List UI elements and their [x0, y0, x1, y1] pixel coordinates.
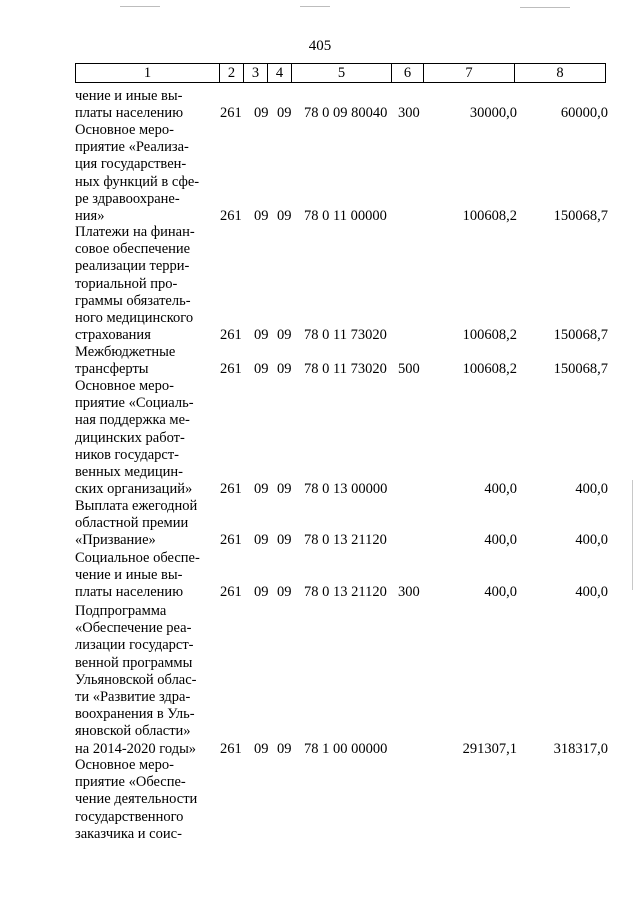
column-header: 2 — [220, 64, 244, 83]
row-description-line: Основное меро- — [75, 122, 174, 138]
row-cell-c7: 100608,2 — [462, 327, 517, 344]
row-cell-c2: 261 — [220, 481, 242, 498]
row-cell-c3: 09 — [254, 361, 269, 378]
row-cell-c6: 300 — [398, 584, 420, 601]
row-description-line: ников государст- — [75, 446, 179, 463]
row-description-line: Основное меро- — [75, 757, 174, 773]
row-cell-c6: 300 — [398, 105, 420, 122]
row-cell-c2: 261 — [220, 532, 242, 549]
row-cell-c4: 09 — [277, 481, 292, 498]
row-description-line: ного медицинского — [75, 310, 194, 327]
row-description-line: «Обеспечение реа- — [75, 620, 192, 637]
scan-artifact — [520, 7, 570, 8]
row-description-line: яновской области» — [75, 723, 191, 740]
row-description-line: лизации государст- — [75, 637, 194, 654]
row-cell-c8: 400,0 — [575, 481, 608, 498]
row-cell-c3: 09 — [254, 481, 269, 498]
row-description-line: ных функций в сфе- — [75, 173, 200, 190]
row-description-line: ция государствен- — [75, 156, 187, 173]
row-cell-c5: 78 0 13 21120 — [304, 532, 387, 549]
row-cell-c7: 400,0 — [484, 481, 517, 498]
row-cell-c5: 78 0 13 21120 — [304, 584, 387, 601]
row-description-line: венной программы — [75, 654, 193, 671]
row-description-line: Социальное обеспе- — [75, 550, 200, 566]
row-cell-c3: 09 — [254, 105, 269, 122]
column-header: 1 — [76, 64, 220, 83]
row-cell-c2: 261 — [220, 361, 242, 378]
row-cell-c3: 09 — [254, 532, 269, 549]
row-description-line: приятие «Социаль- — [75, 395, 194, 412]
row-cell-c5: 78 0 09 80040 — [304, 105, 388, 122]
row-description-line: ния» — [75, 208, 105, 225]
row-description — [75, 344, 217, 378]
row-cell-c5: 78 0 11 73020 — [304, 327, 387, 344]
row-cell-c4: 09 — [277, 361, 292, 378]
column-header: 3 — [244, 64, 268, 83]
row-cell-c8: 150068,7 — [553, 361, 608, 378]
row-description — [75, 757, 217, 843]
scan-artifact — [632, 480, 633, 590]
row-description-line: приятие «Реализа- — [75, 139, 189, 156]
row-cell-c4: 09 — [277, 532, 292, 549]
row-description-line: чение деятельности — [75, 791, 198, 808]
column-header-row — [75, 63, 606, 83]
row-description-line: ре здравоохране- — [75, 190, 180, 207]
row-cell-c2: 261 — [220, 740, 242, 757]
row-description-line: Межбюджетные — [75, 344, 176, 360]
row-cell-c3: 09 — [254, 584, 269, 601]
row-cell-c5: 78 0 11 00000 — [304, 208, 387, 224]
row-cell-c7: 291307,1 — [462, 740, 517, 757]
row-cell-c4: 09 — [277, 740, 292, 757]
row-cell-c3: 09 — [254, 327, 269, 344]
row-cell-c3: 09 — [254, 740, 269, 757]
row-cell-c4: 09 — [277, 327, 292, 344]
row-description-line: платы населению — [75, 584, 184, 601]
row-cell-c5: 78 0 11 73020 — [304, 361, 387, 378]
column-header: 5 — [292, 64, 392, 83]
row-description-line: заказчика и соис- — [75, 825, 182, 842]
row-description-line: Ульяновской облас- — [75, 671, 197, 688]
row-cell-c8: 60000,0 — [560, 105, 608, 122]
row-description — [75, 378, 217, 498]
row-description-line: «Призвание» — [75, 532, 156, 549]
row-description — [75, 498, 217, 550]
row-cell-c5: 78 1 00 00000 — [304, 740, 388, 757]
row-description-line: ториальной про- — [75, 275, 178, 292]
row-cell-c7: 100608,2 — [462, 208, 517, 224]
row-cell-c2: 261 — [220, 327, 242, 344]
row-description-line: страхования — [75, 327, 151, 344]
scan-artifact — [300, 6, 330, 7]
row-cell-c8: 400,0 — [575, 532, 608, 549]
row-description-line: Выплата ежегодной — [75, 498, 198, 514]
row-description-line: реализации терри- — [75, 258, 190, 275]
scan-artifact — [120, 6, 160, 7]
row-cell-c5: 78 0 13 00000 — [304, 481, 388, 498]
row-description-line: чение и иные вы- — [75, 567, 183, 584]
row-description-line: на 2014-2020 годы» — [75, 740, 197, 757]
row-description-line: Платежи на финан- — [75, 224, 195, 240]
row-description — [75, 603, 217, 758]
column-header: 6 — [392, 64, 424, 83]
row-description-line: воохранения в Уль- — [75, 706, 195, 723]
row-description-line: граммы обязатель- — [75, 292, 191, 309]
column-header: 4 — [268, 64, 292, 83]
row-description-line: венных медицин- — [75, 464, 183, 481]
row-description-line: совое обеспечение — [75, 241, 191, 258]
row-description — [75, 122, 217, 225]
row-cell-c2: 261 — [220, 584, 242, 601]
column-header: 7 — [424, 64, 515, 83]
row-description — [75, 224, 217, 344]
row-cell-c4: 09 — [277, 208, 292, 224]
row-cell-c8: 150068,7 — [553, 327, 608, 344]
row-description-line: Подпрограмма — [75, 603, 167, 619]
column-header: 8 — [515, 64, 606, 83]
row-description-line: чение и иные вы- — [75, 88, 183, 104]
row-cell-c2: 261 — [220, 208, 242, 224]
row-cell-c7: 100608,2 — [462, 361, 517, 378]
row-description-line: государственного — [75, 808, 184, 825]
row-cell-c2: 261 — [220, 105, 242, 122]
row-cell-c8: 400,0 — [575, 584, 608, 601]
row-cell-c8: 150068,7 — [553, 208, 608, 224]
page-number: 405 — [308, 38, 332, 54]
row-description — [75, 88, 217, 122]
row-cell-c6: 500 — [398, 361, 420, 378]
row-description-line: трансферты — [75, 361, 149, 378]
row-description-line: ских организаций» — [75, 481, 193, 498]
row-description-line: приятие «Обеспе- — [75, 774, 186, 791]
row-description-line: платы населению — [75, 105, 184, 122]
row-description-line: дицинских работ- — [75, 429, 185, 446]
row-cell-c7: 30000,0 — [469, 105, 517, 122]
row-description-line: областной премии — [75, 515, 189, 532]
row-description — [75, 550, 217, 602]
row-cell-c4: 09 — [277, 105, 292, 122]
row-cell-c3: 09 — [254, 208, 269, 224]
row-cell-c8: 318317,0 — [553, 740, 608, 757]
row-cell-c7: 400,0 — [484, 532, 517, 549]
row-description-line: ная поддержка ме- — [75, 412, 190, 429]
row-description-line: ти «Развитие здра- — [75, 689, 191, 706]
row-cell-c4: 09 — [277, 584, 292, 601]
row-cell-c7: 400,0 — [484, 584, 517, 601]
row-description-line: Основное меро- — [75, 378, 174, 394]
